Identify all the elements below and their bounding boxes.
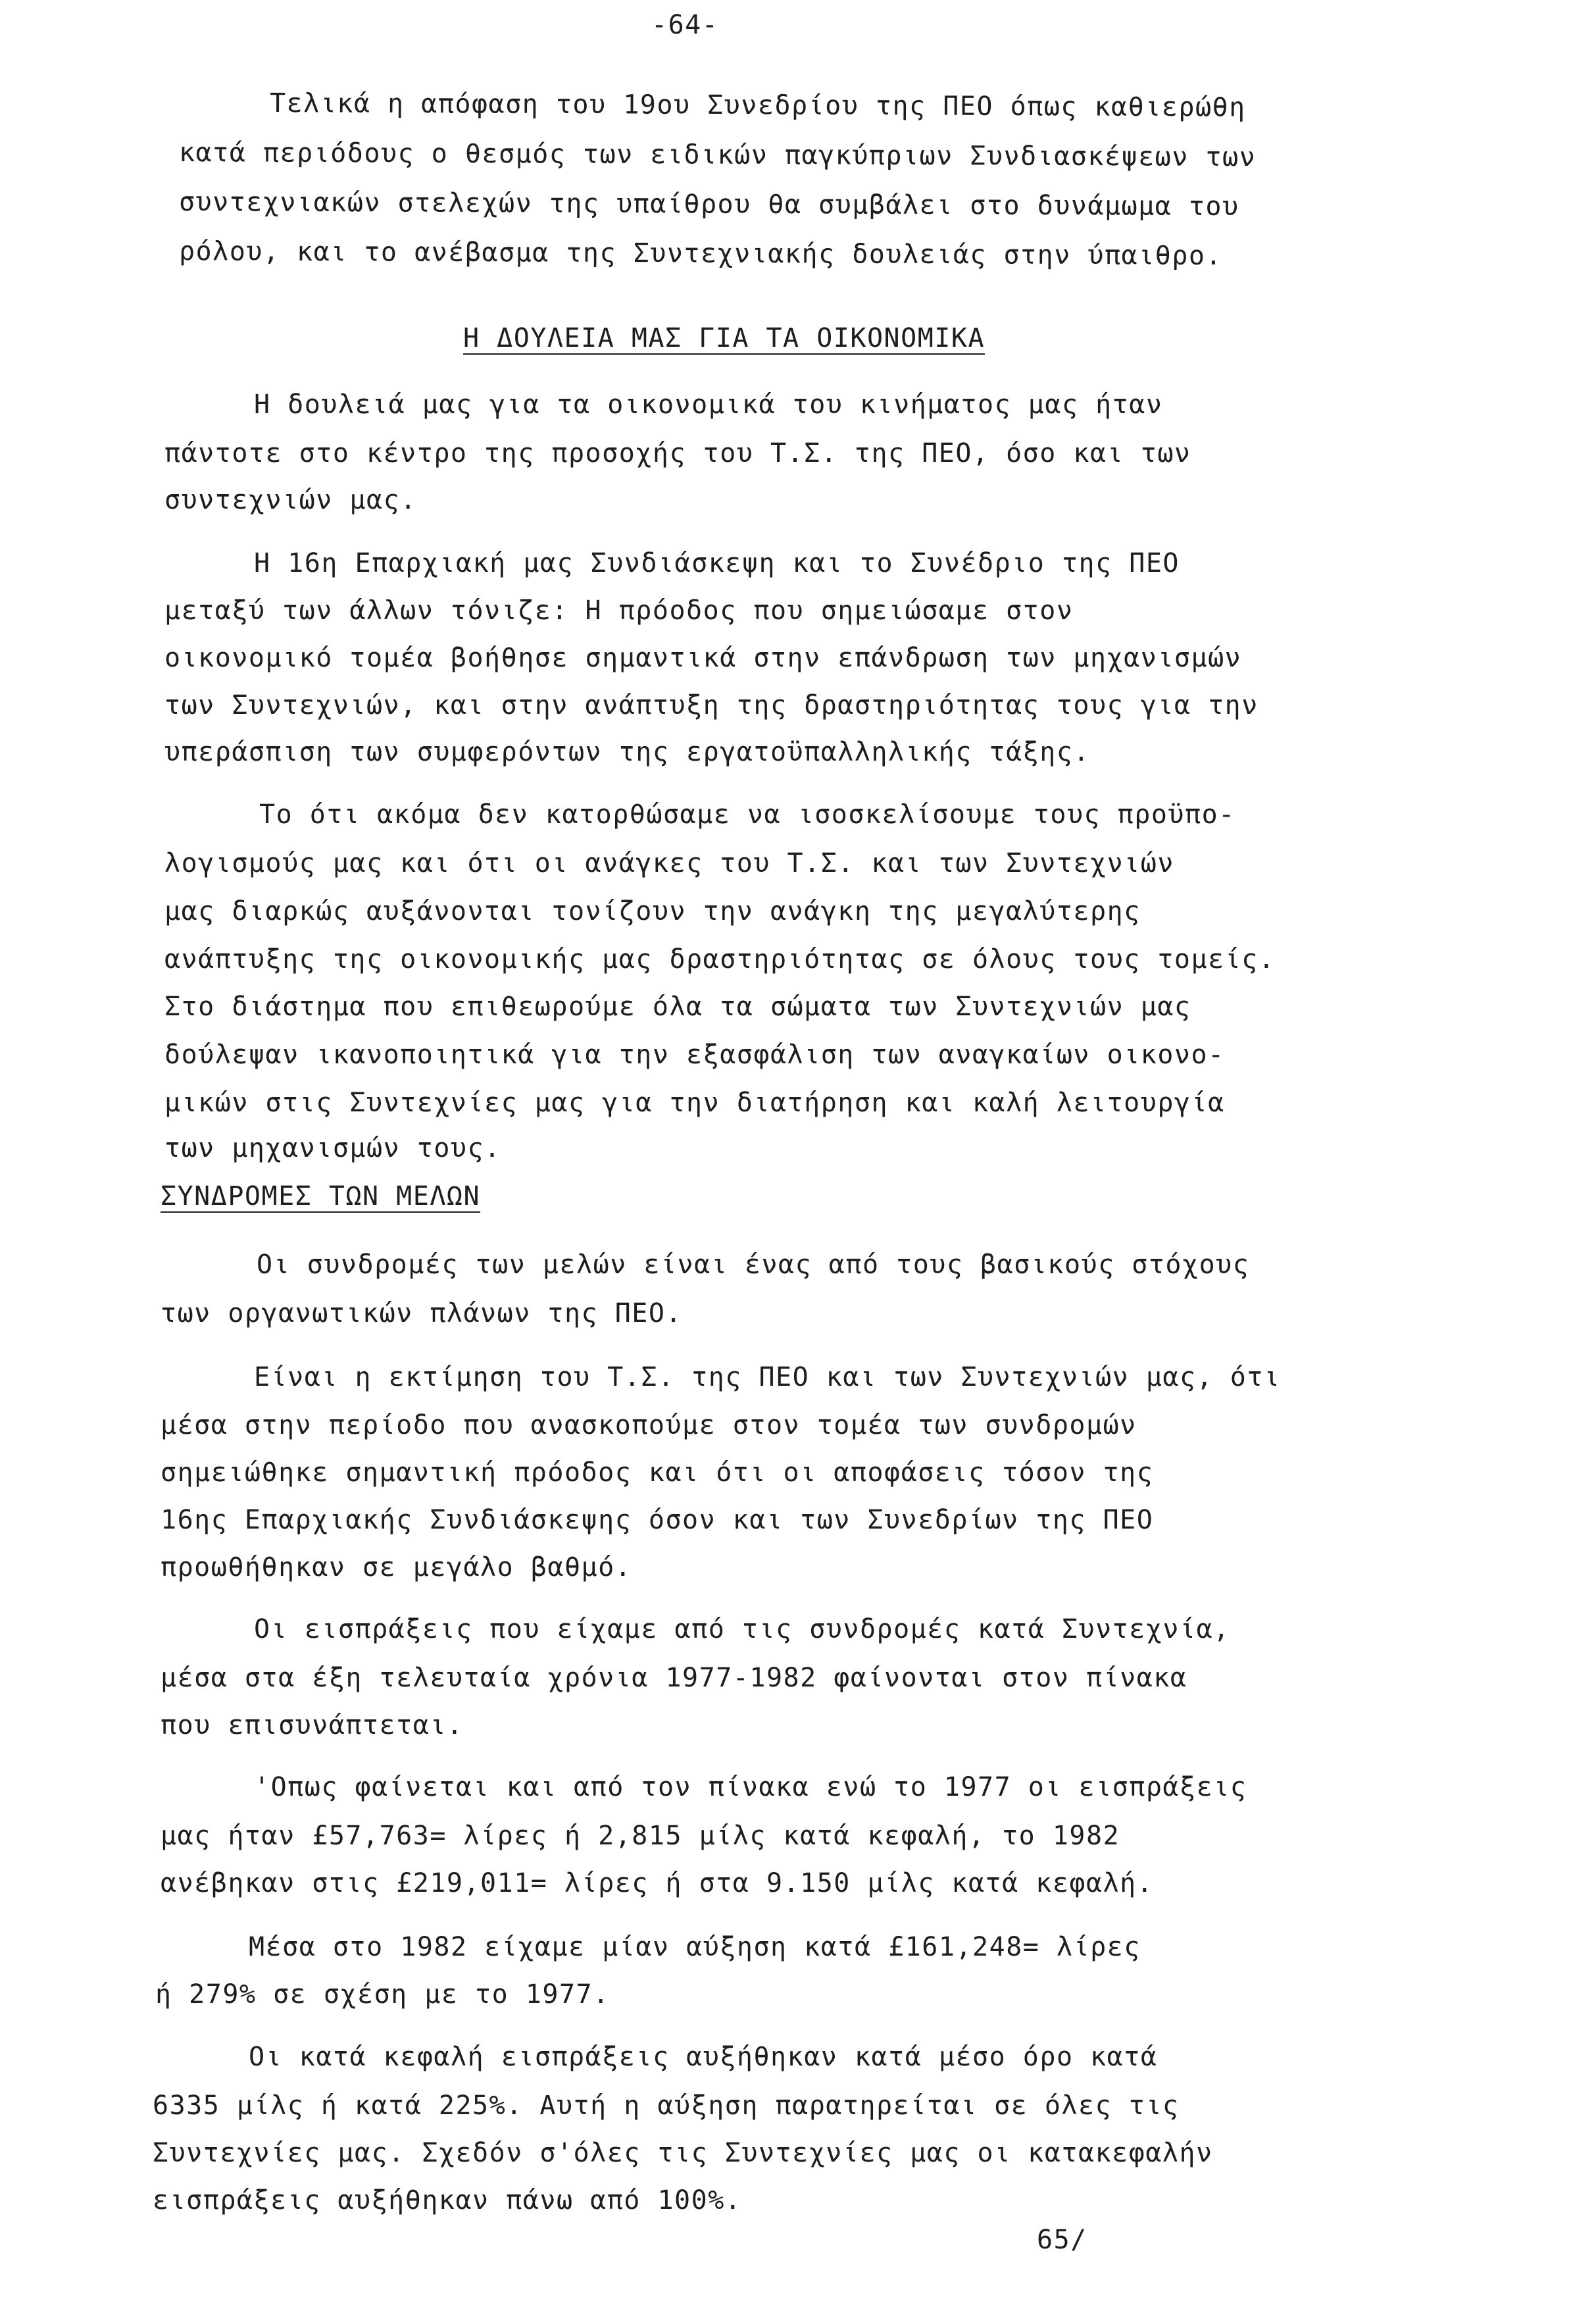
dues-p4-line-2: μας ήταν £57,763= λίρες ή 2,815 μίλς κατά κεφαλή, το 1982 — [161, 1821, 1120, 1851]
dues-p1-line-1: Οι συνδρομές των μελών είναι ένας από τους βασικούς στόχους — [257, 1250, 1250, 1280]
dues-p6-line-2: 6335 μίλς ή κατά 225%. Αυτή η αύξηση παρατηρείται σε όλες τις — [153, 2091, 1180, 2121]
dues-p3-line-1: Οι εισπράξεις που είχαμε από τις συνδρομές κατά Συντεχνία, — [254, 1614, 1230, 1644]
dues-p2-line-4: 16ης Επαρχιακής Συνδιάσκεψης όσον και των Συνεδρίων της ΠΕΟ — [161, 1505, 1154, 1535]
intro-line-2: κατά περιόδους ο θεσμός των ειδικών παγκύπριων Συνδιασκέψεων των — [178, 138, 1257, 173]
intro-line-1: Τελικά η απόφαση του 19ου Συνεδρίου της ΠΕΟ όπως καθιερώθη — [269, 88, 1246, 123]
continuation-marker: 65/ — [1037, 2225, 1087, 2255]
dues-p5-line-2: ή 279% σε σχέση με το 1977. — [155, 1979, 610, 2010]
finance-p2-line-5: υπεράσπιση των συμφερόντων της εργατοϋπαλληλικής τάξης. — [164, 737, 1091, 767]
finance-p1-line-2: πάντοτε στο κέντρο της προσοχής του Τ.Σ. της ΠΕΟ, όσο και των — [164, 438, 1191, 469]
finance-p2-line-4: των Συντεχνιών, και στην ανάπτυξη της δραστηριότητας τους για την — [164, 690, 1259, 721]
dues-p4-line-3: ανέβηκαν στις £219,011= λίρες ή στα 9.150 μίλς κατά κεφαλή. — [161, 1868, 1154, 1898]
dues-p3-line-3: που επισυνάπτεται. — [161, 1710, 464, 1740]
dues-p2-line-1: Είναι η εκτίμηση του Τ.Σ. της ΠΕΟ και των Συντεχνιών μας, ότι — [254, 1362, 1281, 1392]
finance-p3-line-3: μας διαρκώς αυξάνονται τονίζουν την ανάγκη της μεγαλύτερης — [164, 896, 1141, 926]
dues-p5-line-1: Μέσα στο 1982 είχαμε μίαν αύξηση κατά £161,248= λίρες — [249, 1932, 1141, 1962]
dues-p4-line-1: 'Οπως φαίνεται και από τον πίνακα ενώ το 1977 οι εισπράξεις — [254, 1772, 1247, 1802]
finance-p2-line-3: οικονομικό τομέα βοήθησε σημαντικά στην επάνδρωση των μηχανισμών — [164, 643, 1242, 673]
finance-p1-line-1: Η δουλειά μας για τα οικονομικά του κινήματος μας ήταν — [254, 390, 1163, 420]
finance-p3-line-7: μικών στις Συντεχνίες μας για την διατήρηση και καλή λειτουργία — [164, 1088, 1225, 1118]
finance-p3-line-6: δούλεψαν ικανοποιητικά για την εξασφάλιση των αναγκαίων οικονο- — [164, 1040, 1225, 1070]
intro-line-4: ρόλου, και το ανέβασμα της Συντεχνιακής δουλειάς στην ύπαιθρο. — [178, 236, 1223, 271]
finance-p3-line-5: Στο διάστημα που επιθεωρούμε όλα τα σώματα των Συντεχνιών μας — [164, 992, 1191, 1022]
dues-p1-line-2: των οργανωτικών πλάνων της ΠΕΟ. — [161, 1298, 683, 1329]
finance-p2-line-2: μεταξύ των άλλων τόνιζε: Η πρόοδος που σημειώσαμε στον — [164, 596, 1074, 626]
dues-p6-line-1: Οι κατά κεφαλή εισπράξεις αυξήθηκαν κατά μέσο όρο κατά — [249, 2042, 1158, 2072]
finance-p2-line-1: Η 16η Επαρχιακή μας Συνδιάσκεψη και το Συνέδριο της ΠΕΟ — [254, 548, 1180, 578]
finance-p3-line-8: των μηχανισμών τους. — [164, 1133, 501, 1163]
page-number: -64- — [651, 10, 719, 40]
intro-line-3: συντεχνιακών στελεχών της υπαίθρου θα συμβάλει στο δυνάμωμα του — [178, 187, 1239, 222]
dues-p6-line-4: εισπράξεις αυξήθηκαν πάνω από 100%. — [153, 2185, 742, 2216]
finance-p3-line-1: Το ότι ακόμα δεν κατορθώσαμε να ισοσκελίσουμε τους προϋπο- — [259, 799, 1235, 830]
finance-p3-line-2: λογισμούς μας και ότι οι ανάγκες του Τ.Σ. και των Συντεχνιών — [164, 848, 1174, 878]
dues-p6-line-3: Συντεχνίες μας. Σχεδόν σ'όλες τις Συντεχνίες μας οι κατακεφαλήν — [153, 2138, 1213, 2168]
dues-p3-line-2: μέσα στα έξη τελευταία χρόνια 1977-1982 φαίνονται στον πίνακα — [161, 1663, 1187, 1693]
section-heading-finance: Η ΔΟΥΛΕΙΑ ΜΑΣ ΓΙΑ ΤΑ ΟΙΚΟΝΟΜΙΚΑ — [463, 323, 985, 353]
section-heading-dues: ΣΥΝΔΡΟΜΕΣ ΤΩΝ ΜΕΛΩΝ — [161, 1181, 481, 1211]
dues-p2-line-3: σημειώθηκε σημαντική πρόοδος και ότι οι αποφάσεις τόσον της — [161, 1458, 1154, 1488]
finance-p3-line-4: ανάπτυξης της οικονομικής μας δραστηριότητας σε όλους τους τομείς. — [164, 944, 1276, 975]
dues-p2-line-5: προωθήθηκαν σε μεγάλο βαθμό. — [161, 1552, 632, 1583]
dues-p2-line-2: μέσα στην περίοδο που ανασκοπούμε στον τομέα των συνδρομών — [161, 1410, 1137, 1440]
finance-p1-line-3: συντεχνιών μας. — [164, 485, 417, 515]
